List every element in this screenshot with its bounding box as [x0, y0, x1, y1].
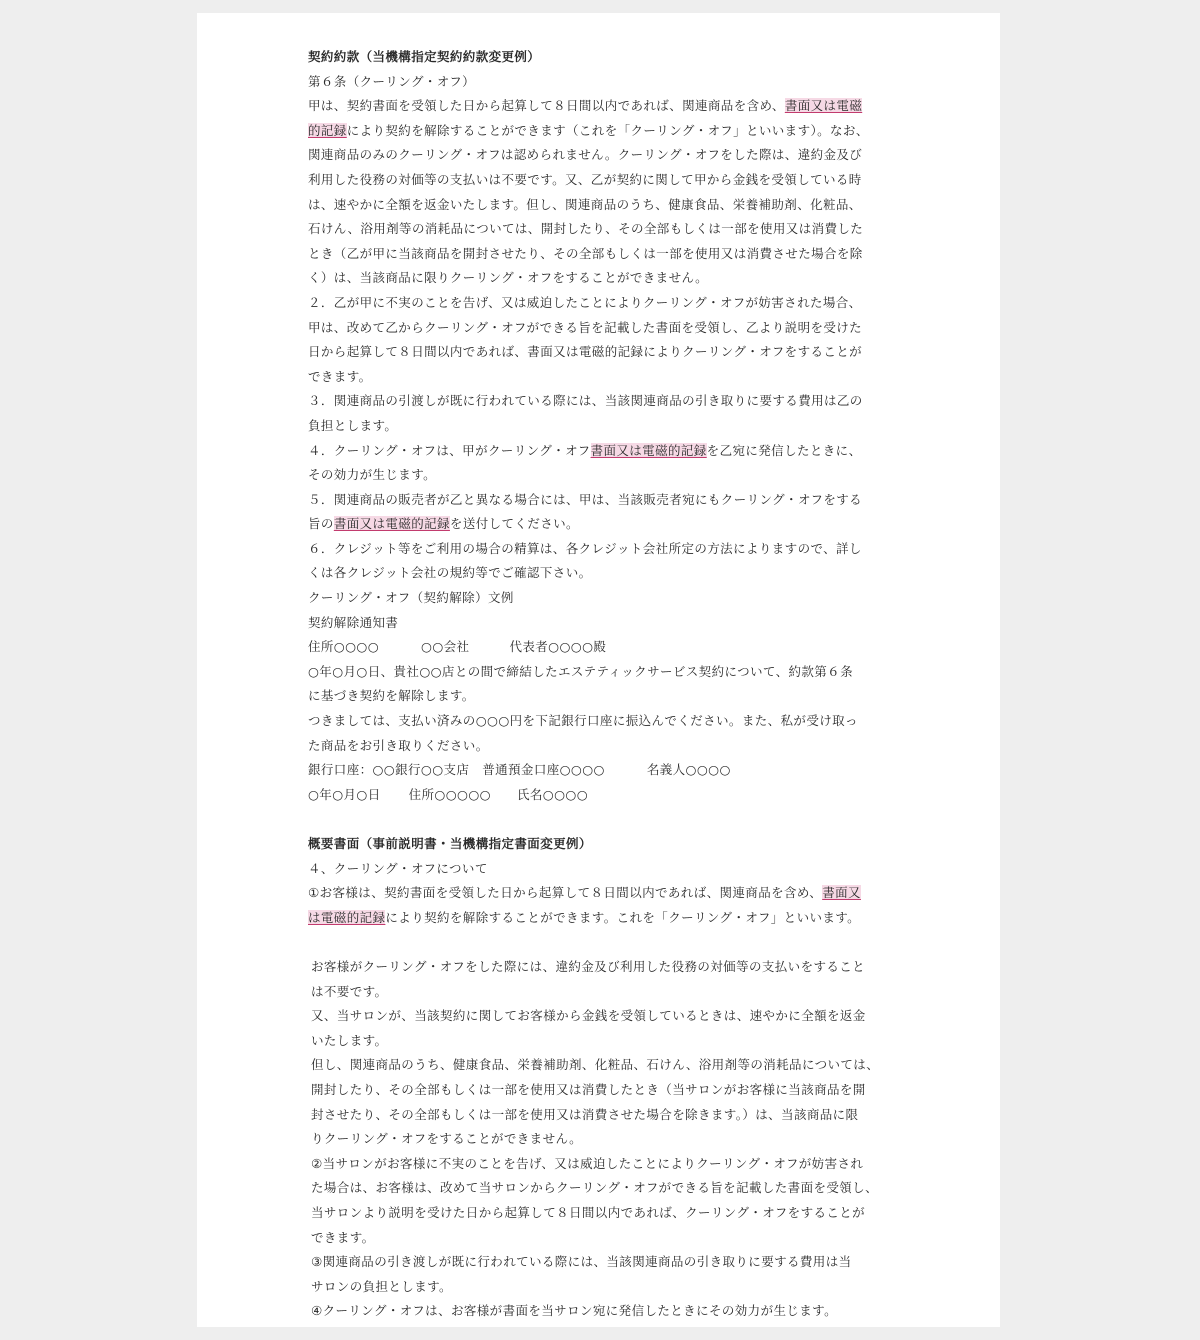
- section1-title: 契約約款（当機構指定契約約款変更例）: [308, 49, 541, 64]
- summary-paragraph-2: [308, 955, 888, 1004]
- spacer: [308, 807, 888, 832]
- recipient-address: 住所○○○○: [308, 639, 380, 655]
- text-line: た商品をお引き取りください。: [308, 737, 489, 753]
- text-line: 但し、関連商品のうち、健康食品、栄養補助剤、化粧品、石けん、浴用剤等の消耗品については、: [311, 1057, 880, 1073]
- text-line: 負担とします。: [308, 417, 398, 433]
- text-line: た場合は、お客様は、改めて当サロンからクーリング・オフができる旨を記載した書面を受領し、: [311, 1180, 878, 1196]
- article-paragraph-2: [308, 291, 888, 389]
- summary-paragraph-4: [308, 1053, 888, 1151]
- text-line: は不要です。: [311, 983, 388, 999]
- highlight-electronic-record: 書面又は電磁: [784, 98, 863, 114]
- text-line: いたします。: [311, 1032, 388, 1048]
- text-line: その効力が生じます。: [308, 467, 437, 483]
- notice-title: 契約解除通知書: [308, 614, 399, 630]
- text-line: ６．クレジット等をご利用の場合の精算は、各クレジット会社所定の方法によりますので、詳し: [308, 540, 862, 556]
- text: ①お客様は、契約書面を受領した日から起算して８日間以内であれば、関連商品を含め、: [308, 885, 823, 901]
- form-title: クーリング・オフ（契約解除）文例: [308, 590, 514, 606]
- text-line: できます。: [308, 368, 372, 384]
- bank-account-line: [308, 758, 888, 783]
- article-paragraph-6: [308, 537, 888, 586]
- notice-body-1: [308, 660, 888, 709]
- text-line: ○年○月○日、貴社○○店との間で締結したエステティックサービス契約について、約款第６条: [308, 663, 853, 679]
- notice-body-2: [308, 709, 888, 758]
- text-line: 甲は、改めて乙からクーリング・オフができる旨を記載した書面を受領し、乙より説明を受けた: [308, 319, 863, 335]
- text: 甲は、契約書面を受領した日から起算して８日間以内であれば、関連商品を含め、: [308, 98, 785, 114]
- summary-paragraph-7: [308, 1299, 888, 1324]
- text-line: ３．関連商品の引渡しが既に行われている際には、当該関連商品の引き取りに要する費用は乙の: [308, 393, 863, 409]
- text: を乙宛に発信したときに、: [706, 442, 862, 458]
- highlight-electronic-record: は電磁的記録: [308, 909, 386, 925]
- text: を送付してください。: [449, 516, 579, 532]
- highlight-electronic-record: 的記録: [308, 122, 347, 138]
- bank-account: 銀行口座：○○銀行○○支店 普通預金口座○○○○: [308, 762, 605, 778]
- text-line: に基づき契約を解除します。: [308, 688, 475, 704]
- sign-name: 氏名○○○○: [516, 786, 588, 802]
- highlight-electronic-record: 書面又: [822, 885, 861, 901]
- recipient-line: [308, 635, 888, 660]
- text-line: くは各クレジット会社の規約等でご確認下さい。: [308, 565, 592, 581]
- highlight-electronic-record: 書面又は電磁的記録: [590, 442, 707, 458]
- sign-date: ○年○月○日: [308, 786, 381, 802]
- text-line: サロンの負担とします。: [311, 1278, 452, 1294]
- text-line: ④クーリング・オフは、お客様が書面を当サロン宛に発信したときにその効力が生じます。: [311, 1303, 837, 1319]
- account-holder: 名義人○○○○: [646, 762, 731, 778]
- text-line: ③関連商品の引き渡しが既に行われている際には、当該関連商品の引き取りに要する費用は当: [311, 1254, 852, 1270]
- text-line: 開封したり、その全部もしくは一部を使用又は消費したとき（当サロンがお客様に当該商品を開: [311, 1081, 866, 1097]
- spacer: [308, 930, 888, 955]
- text-line: できます。: [311, 1229, 375, 1245]
- recipient-representative: 代表者○○○○殿: [509, 639, 607, 655]
- section2-title: 概要書面（事前説明書・当機構指定書面変更例）: [308, 836, 592, 851]
- article-paragraph-4: [308, 439, 888, 488]
- section2-heading: ４、クーリング・オフについて: [308, 860, 488, 876]
- recipient-company: ○○会社: [421, 639, 470, 655]
- text-line: は、速やかに全額を返金いたします。但し、関連商品のうち、健康食品、栄養補助剤、化粧品、: [308, 196, 862, 212]
- article-paragraph-5: [308, 488, 888, 537]
- text-line: 石けん、浴用剤等の消耗品については、開封したり、その全部もしくは一部を使用又は消費した: [308, 221, 864, 237]
- text-line: ５．関連商品の販売者が乙と異なる場合には、甲は、当該販売者宛にもクーリング・オフをする: [308, 491, 863, 507]
- text-line: 日から起算して８日間以内であれば、書面又は電磁的記録によりクーリング・オフをすることが: [308, 344, 863, 360]
- summary-paragraph-6: [308, 1250, 888, 1299]
- text-line: 又、当サロンが、当該契約に関してお客様から金銭を受領しているときは、速やかに全額を返金: [311, 1008, 866, 1024]
- text-line: りクーリング・オフをすることができません。: [311, 1131, 583, 1147]
- text: により契約を解除することができます（これを「クーリング・オフ」といいます）。なお、: [346, 122, 869, 138]
- text-line: 封させたり、その全部もしくは一部を使用又は消費させた場合を除きます。）は、当該商品に限: [311, 1106, 859, 1122]
- text-line: とき（乙が甲に当該商品を開封させたり、その全部もしくは一部を使用又は消費させた場合を除: [308, 245, 863, 261]
- document-content: [308, 45, 888, 1324]
- summary-paragraph-3: [308, 1004, 888, 1053]
- text-line: 当サロンより説明を受けた日から起算して８日間以内であれば、クーリング・オフをすることが: [311, 1204, 866, 1220]
- text-line: ②当サロンがお客様に不実のことを告げ、又は威迫したことによりクーリング・オフが妨害され: [311, 1155, 864, 1171]
- text-line: く）は、当該商品に限りクーリング・オフをすることができません。: [308, 270, 709, 286]
- text-line: 関連商品のみのクーリング・オフは認められません。クーリング・オフをした際は、違約金及び: [308, 147, 863, 163]
- highlight-electronic-record: 書面又は電磁的記録: [333, 516, 450, 532]
- text-line: 利用した役務の対価等の支払いは不要です。又、乙が契約に関して甲から金銭を受領している時: [308, 171, 862, 187]
- text: により契約を解除することができます。これを「クーリング・オフ」といいます。: [385, 909, 861, 925]
- summary-paragraph-5: [308, 1152, 888, 1250]
- sign-address: 住所○○○○○: [408, 786, 491, 802]
- text-line: つきましては、支払い済みの○○○円を下記銀行口座に振込んでください。また、私が受け取っ: [308, 713, 858, 729]
- text-line: お客様がクーリング・オフをした際には、違約金及び利用した役務の対価等の支払いをすること: [311, 958, 866, 974]
- signature-line: [308, 783, 888, 808]
- article-paragraph-1: [308, 94, 888, 291]
- text-line: ２．乙が甲に不実のことを告げ、又は威迫したことによりクーリング・オフが妨害された場合、: [308, 294, 862, 310]
- text: ４．クーリング・オフは、甲がクーリング・オフ: [308, 442, 591, 458]
- article-heading: 第６条（クーリング・オフ）: [308, 73, 476, 89]
- text: 旨の: [308, 516, 334, 532]
- article-paragraph-3: [308, 389, 888, 438]
- document-page: [197, 13, 1000, 1327]
- summary-paragraph-1: [308, 881, 888, 930]
